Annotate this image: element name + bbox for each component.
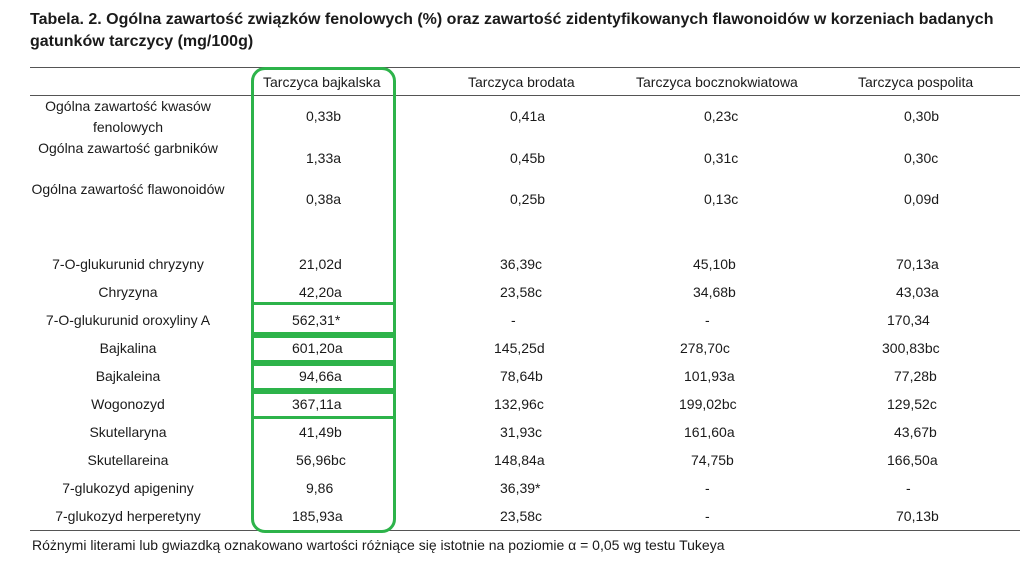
table-cell: 0,30c	[904, 150, 939, 166]
table-cell: -	[705, 480, 710, 496]
cell-highlight-oroxylin	[251, 302, 396, 335]
table-title: Tabela. 2. Ogólna zawartość związków fenolowych (%) oraz zawartość zidentyfikowanych flawonoidów w korzeniach badanych gatunków tarczycy (mg/100g)	[30, 11, 994, 50]
table-cell: 74,75b	[691, 452, 734, 468]
row-label: 7-O-glukurunid oroxyliny A	[45, 312, 211, 328]
table-cell: 41,49b	[299, 424, 342, 440]
table-cell: 94,66a	[299, 368, 342, 384]
table-cell: 148,84a	[494, 452, 545, 468]
table-cell: 23,58c	[500, 508, 543, 524]
table-cell: -	[705, 508, 710, 524]
column-header-bajkalska: Tarczyca bajkalska	[263, 74, 381, 90]
row-label: Chryzyna	[98, 284, 158, 300]
table-cell: 21,02d	[299, 256, 342, 272]
table-cell: 0,13c	[704, 191, 739, 207]
table-cell: 0,25b	[510, 191, 546, 207]
table-cell: 34,68b	[693, 284, 736, 300]
table-cell: 300,83bc	[882, 340, 940, 356]
table-cell: 0,45b	[510, 150, 546, 166]
table-cell: 0,31c	[704, 150, 739, 166]
table-cell: 23,58c	[500, 284, 543, 300]
table-cell: 161,60a	[684, 424, 735, 440]
table-cell: 101,93a	[684, 368, 735, 384]
cell-highlight-wogonozyd	[251, 391, 396, 419]
table-bottom-rule	[30, 530, 1020, 531]
table-cell: 0,23c	[704, 108, 739, 124]
table-cell: 36,39*	[500, 480, 541, 496]
table-cell: 1,33a	[306, 150, 342, 166]
table-cell: 78,64b	[500, 368, 543, 384]
row-label: Bajkalina	[99, 340, 157, 356]
cell-highlight-bajkaleina	[251, 363, 396, 391]
column-header-bocznokwiatowa: Tarczyca bocznokwiatowa	[636, 74, 798, 90]
row-label: 7-O-glukurunid chryzyny	[52, 256, 204, 272]
row-label: Ogólna zawartość kwasów fenolowych	[45, 98, 211, 135]
table-cell: 70,13b	[896, 508, 939, 524]
table-cell: 0,38a	[306, 191, 342, 207]
table-cell: 367,11a	[292, 396, 342, 412]
row-label: Skutellaryna	[89, 424, 167, 440]
table-cell: 42,20a	[299, 284, 342, 300]
row-label: 7-glukozyd apigeniny	[62, 480, 194, 496]
table-cell: 601,20a	[292, 340, 343, 356]
table-cell: 43,03a	[896, 284, 939, 300]
table-cell: 132,96c	[494, 396, 544, 412]
table-cell: 0,09d	[904, 191, 940, 207]
column-header-brodata: Tarczyca brodata	[468, 74, 575, 90]
table-cell: 562,31*	[292, 312, 341, 328]
table-top-rule	[30, 67, 1020, 68]
table-cell: 166,50a	[887, 452, 938, 468]
table-cell: 9,86	[306, 480, 334, 496]
table-cell: 0,33b	[306, 108, 342, 124]
column-header-pospolita: Tarczyca pospolita	[858, 74, 974, 90]
table-cell: 36,39c	[500, 256, 543, 272]
row-label: Ogólna zawartość garbników	[38, 140, 218, 156]
table-cell: 45,10b	[693, 256, 736, 272]
table-cell: -	[705, 312, 710, 328]
table-cell: 56,96bc	[296, 452, 346, 468]
table-cell: -	[906, 480, 911, 496]
table-cell: 278,70c	[680, 340, 730, 356]
table-footnote: Różnymi literami lub gwiazdką oznakowano wartości różniące się istotnie na poziomie α = 0,05 wg testu Tukeya	[32, 537, 725, 553]
column-highlight-frame	[251, 67, 396, 533]
table-cell: 0,41a	[510, 108, 546, 124]
table-cell: 145,25d	[494, 340, 545, 356]
table-cell: 185,93a	[292, 508, 343, 524]
table-cell: 0,30b	[904, 108, 940, 124]
row-label: Ogólna zawartość flawonoidów	[31, 181, 225, 197]
row-label: Wogonozyd	[91, 396, 165, 412]
table-cell: 43,67b	[894, 424, 937, 440]
table-cell: 129,52c	[887, 396, 937, 412]
table-cell: 77,28b	[894, 368, 937, 384]
table-cell: 31,93c	[500, 424, 543, 440]
table-cell: 199,02bc	[679, 396, 737, 412]
table-cell: 70,13a	[896, 256, 939, 272]
row-label: 7-glukozyd herperetyny	[55, 508, 201, 524]
table-cell: 170,34	[887, 312, 930, 328]
table-cell: -	[511, 312, 516, 328]
cell-highlight-bajkalina	[251, 335, 396, 363]
row-label: Bajkaleina	[95, 368, 161, 384]
row-label: Skutellareina	[87, 452, 169, 468]
